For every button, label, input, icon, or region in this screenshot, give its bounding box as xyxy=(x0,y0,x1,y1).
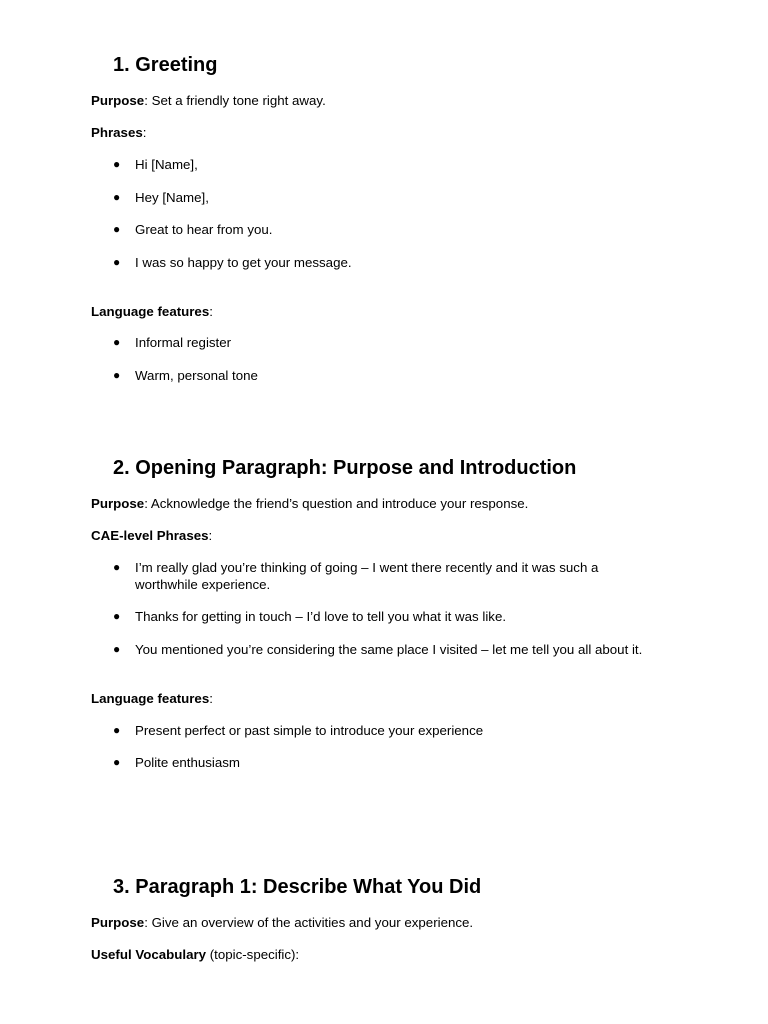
bullet-icon: ● xyxy=(113,190,121,204)
purpose-text: : Acknowledge the friend’s question and introduce your response. xyxy=(144,496,529,511)
section-heading-greeting: 1. Greeting xyxy=(113,54,218,76)
list-item-text: I’m really glad you’re thinking of going – I went there recently and it was such a worthwhile experience. xyxy=(135,560,599,592)
useful-vocabulary-line xyxy=(91,946,299,963)
bullet-icon: ● xyxy=(113,255,121,269)
list-item xyxy=(113,367,673,384)
features-colon: : xyxy=(209,304,213,319)
list-item xyxy=(113,254,673,271)
phrases-line xyxy=(91,527,212,544)
list-item xyxy=(113,156,673,173)
purpose-line xyxy=(91,92,326,109)
bullet-icon: ● xyxy=(113,642,121,656)
list-item-text: Thanks for getting in touch – I’d love to tell you what it was like. xyxy=(135,609,507,624)
list-item-text: I was so happy to get your message. xyxy=(135,255,352,270)
purpose-text: : Set a friendly tone right away. xyxy=(144,93,326,108)
list-item xyxy=(113,221,673,238)
list-item xyxy=(113,559,633,593)
list-item-text: Warm, personal tone xyxy=(135,368,258,383)
language-features-line xyxy=(91,303,213,320)
bullet-icon: ● xyxy=(113,560,121,574)
bullet-icon: ● xyxy=(113,368,121,382)
list-item-text: Present perfect or past simple to introduce your experience xyxy=(135,723,484,738)
purpose-label: Purpose xyxy=(91,915,145,930)
list-item xyxy=(113,334,673,351)
bullet-icon: ● xyxy=(113,157,121,171)
language-features-line xyxy=(91,690,213,707)
section-heading-paragraph-1: 3. Paragraph 1: Describe What You Did xyxy=(113,876,482,898)
phrases-line xyxy=(91,124,146,141)
bullet-icon: ● xyxy=(113,723,121,737)
bullet-icon: ● xyxy=(113,222,121,236)
list-item-text: Polite enthusiasm xyxy=(135,755,240,770)
phrases-label: Phrases xyxy=(91,125,143,140)
list-item-text: Informal register xyxy=(135,335,232,350)
list-item xyxy=(113,189,673,206)
language-features-label: Language features xyxy=(91,304,210,319)
list-item xyxy=(113,722,673,739)
purpose-label: Purpose xyxy=(91,496,145,511)
list-item-text: Hey [Name], xyxy=(135,190,209,205)
phrases-colon: : xyxy=(208,528,213,543)
language-features-label: Language features xyxy=(91,691,210,706)
list-item xyxy=(113,754,673,771)
purpose-text: : Give an overview of the activities and your experience. xyxy=(144,915,474,930)
purpose-line xyxy=(91,914,473,931)
bullet-icon: ● xyxy=(113,609,121,623)
bullet-icon: ● xyxy=(113,335,121,349)
list-item xyxy=(113,608,673,625)
list-item xyxy=(113,641,693,658)
phrases-label: CAE-level Phrases xyxy=(91,528,209,543)
phrases-colon: : xyxy=(142,125,147,140)
purpose-label: Purpose xyxy=(91,93,145,108)
useful-vocabulary-label: Useful Vocabulary xyxy=(91,947,207,962)
list-item-text: Great to hear from you. xyxy=(135,222,273,237)
section-heading-opening-paragraph: 2. Opening Paragraph: Purpose and Introduction xyxy=(113,457,577,479)
list-item-text: Hi [Name], xyxy=(135,157,198,172)
purpose-line xyxy=(91,495,528,512)
features-colon: : xyxy=(209,691,213,706)
list-item-text: You mentioned you’re considering the same place I visited – let me tell you all about it. xyxy=(135,642,643,657)
bullet-icon: ● xyxy=(113,755,121,769)
useful-vocabulary-note: (topic-specific): xyxy=(206,947,300,962)
